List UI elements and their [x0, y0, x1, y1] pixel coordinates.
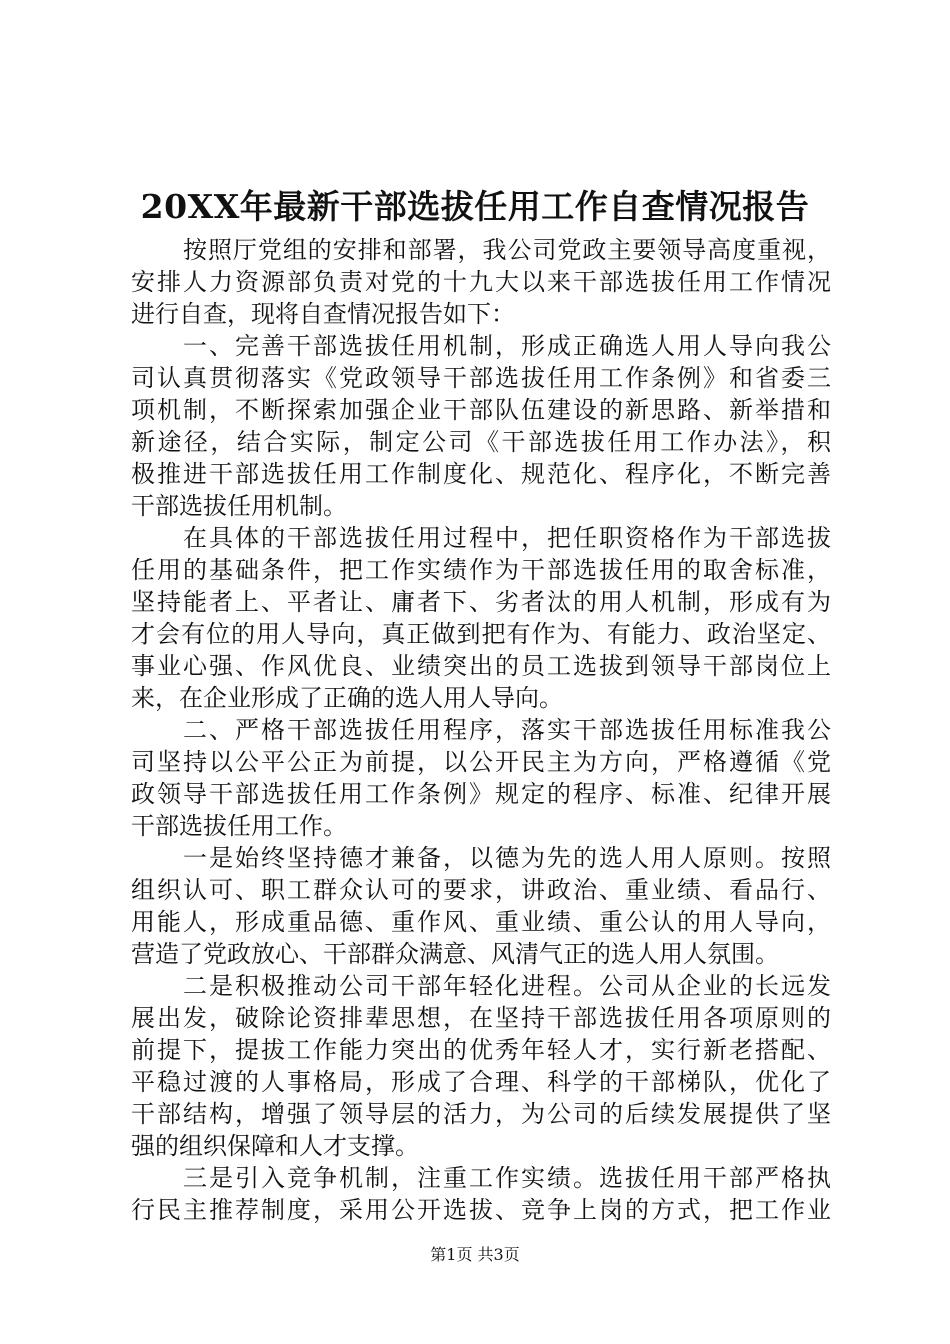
body-line: 行民主推荐制度，采用公开选拔、竞争上岗的方式，把工作业 [131, 1196, 831, 1224]
page-title: 20XX年最新干部选拔任用工作自查情况报告 [140, 187, 810, 226]
body-line: 进行自查，现将自查情况报告如下： [131, 300, 515, 328]
body-line: 安排人力资源部负责对党的十九大以来干部选拔任用工作情况 [131, 268, 831, 296]
body-line: 极推进干部选拔任用工作制度化、规范化、程序化，不断完善 [131, 460, 831, 488]
body-line: 一、完善干部选拔任用机制，形成正确选人用人导向我公 [183, 332, 831, 360]
body-line: 政领导干部选拔任用工作条例》规定的程序、标准、纪律开展 [131, 780, 831, 808]
body-line: 来，在企业形成了正确的选人用人导向。 [131, 684, 563, 712]
body-line: 司认真贯彻落实《党政领导干部选拔任用工作条例》和省委三 [131, 364, 831, 392]
body-line: 按照厅党组的安排和部署，我公司党政主要领导高度重视， [183, 236, 831, 264]
body-line: 平稳过渡的人事格局，形成了合理、科学的干部梯队，优化了 [131, 1068, 831, 1096]
body-line: 展出发，破除论资排辈思想，在坚持干部选拔任用各项原则的 [131, 1004, 831, 1032]
body-line: 营造了党政放心、干部群众满意、风清气正的选人用人氛围。 [131, 940, 779, 968]
body-line: 新途径，结合实际，制定公司《干部选拔任用工作办法》，积 [131, 428, 831, 456]
body-line: 司坚持以公平公正为前提，以公开民主为方向，严格遵循《党 [131, 748, 831, 776]
body-line: 组织认可、职工群众认可的要求，讲政治、重业绩、看品行、 [131, 876, 831, 904]
body-line: 三是引入竞争机制，注重工作实绩。选拔任用干部严格执 [183, 1164, 831, 1192]
body-line: 一是始终坚持德才兼备，以德为先的选人用人原则。按照 [183, 844, 831, 872]
body-line: 强的组织保障和人才支撑。 [131, 1132, 419, 1160]
body-line: 干部选拔任用机制。 [131, 492, 347, 520]
body-line: 用能人，形成重品德、重作风、重业绩、重公认的用人导向， [131, 908, 831, 936]
body-line: 干部选拔任用工作。 [131, 812, 347, 840]
body-line: 才会有位的用人导向，真正做到把有作为、有能力、政治坚定、 [131, 620, 831, 648]
body-line: 二是积极推动公司干部年轻化进程。公司从企业的长远发 [183, 972, 831, 1000]
body-line: 二、严格干部选拔任用程序，落实干部选拔任用标准我公 [183, 716, 831, 744]
body-line: 坚持能者上、平者让、庸者下、劣者汰的用人机制，形成有为 [131, 588, 831, 616]
body-line: 干部结构，增强了领导层的活力，为公司的后续发展提供了坚 [131, 1100, 831, 1128]
page-footer: 第1页 共3页 [430, 1245, 520, 1264]
body-line: 前提下，提拔工作能力突出的优秀年轻人才，实行新老搭配、 [131, 1036, 831, 1064]
document-body [131, 234, 831, 1226]
body-line: 事业心强、作风优良、业绩突出的员工选拔到领导干部岗位上 [131, 652, 831, 680]
body-line: 任用的基础条件，把工作实绩作为干部选拔任用的取舍标准， [131, 556, 831, 584]
body-line: 在具体的干部选拔任用过程中，把任职资格作为干部选拔 [183, 524, 831, 552]
body-line: 项机制，不断探索加强企业干部队伍建设的新思路、新举措和 [131, 396, 831, 424]
